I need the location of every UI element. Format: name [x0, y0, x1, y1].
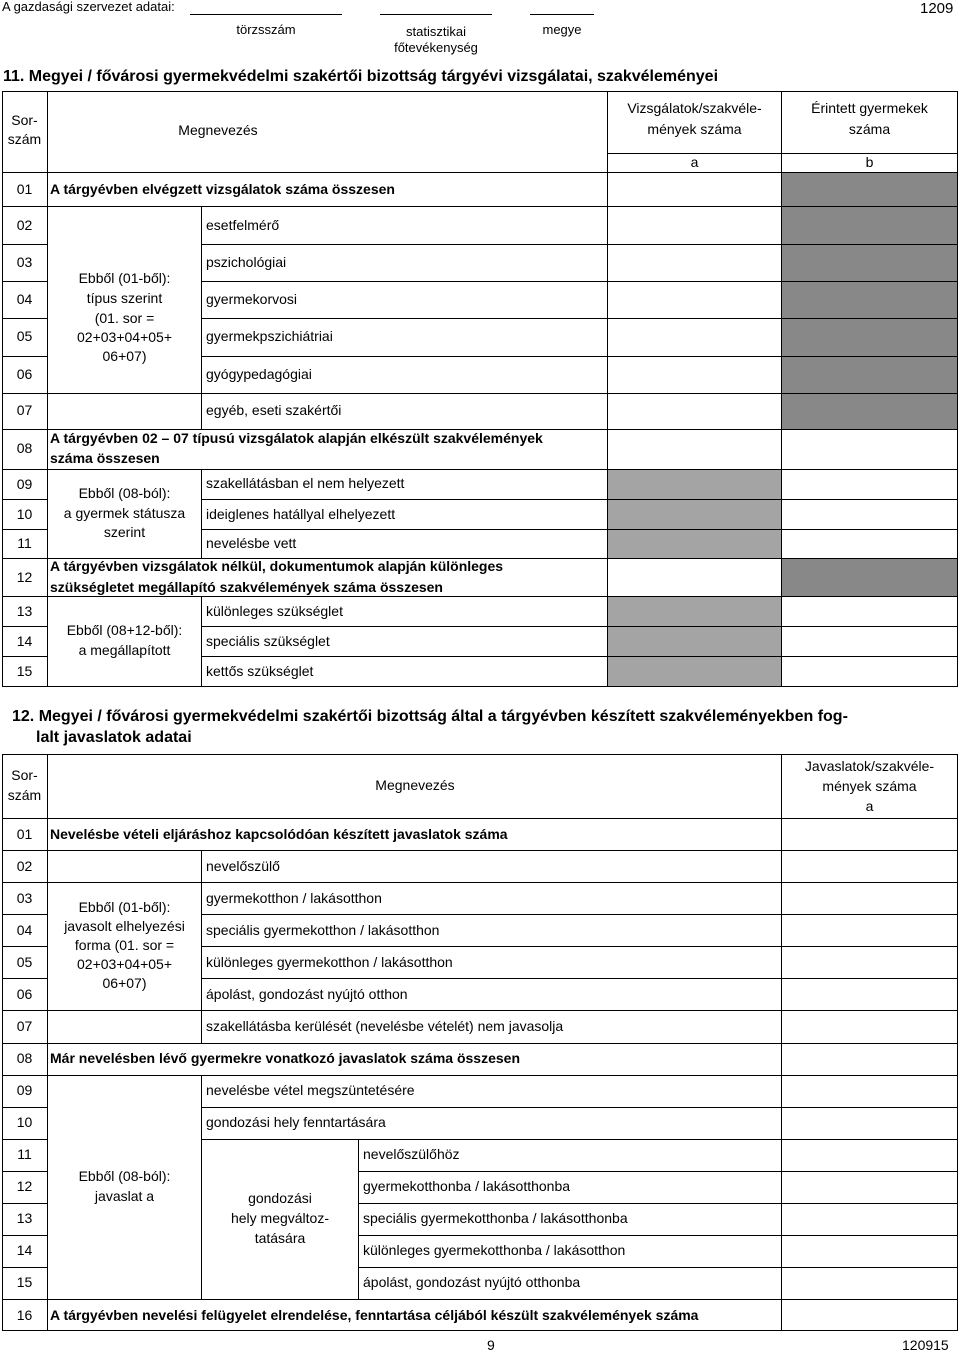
t12-group1-line: javasolt elhelyezési	[64, 918, 185, 934]
grey-cell	[608, 529, 781, 558]
grey-cell	[782, 356, 957, 393]
row-line	[2, 1235, 47, 1236]
torzsszam-label: törzsszám	[236, 22, 296, 37]
grey-cell	[782, 172, 957, 206]
t11-item: gyógypedagógiai	[206, 366, 312, 382]
colB-letter: b	[865, 154, 874, 170]
grey-cell	[608, 596, 781, 626]
row-line	[2, 850, 958, 851]
t12-item: nevelőszülő	[206, 858, 280, 874]
row-num: 16	[16, 1307, 33, 1323]
row-num: 11	[17, 535, 32, 551]
row-line	[2, 1010, 958, 1011]
col-line	[201, 596, 202, 687]
row-line	[2, 656, 47, 657]
t12-group3-line: hely megváltoz-	[230, 1210, 330, 1226]
t11-group1-line: (01. sor =	[94, 310, 155, 326]
row-num: 01	[16, 826, 33, 842]
row-line	[2, 1139, 47, 1140]
row-num: 02	[16, 217, 33, 233]
grey-cell	[608, 626, 781, 656]
row-line	[201, 626, 958, 627]
row-line	[2, 244, 47, 245]
stat-line	[380, 14, 492, 15]
row-num: 10	[16, 506, 33, 522]
row-line	[2, 318, 47, 319]
t12-group1-line: 02+03+04+05+	[77, 956, 172, 972]
t12-item: ápolást, gondozást nyújtó otthon	[206, 986, 408, 1002]
row-line	[201, 244, 958, 245]
grey-cell	[782, 318, 957, 356]
row-num: 12	[16, 1178, 33, 1194]
row-line	[201, 356, 958, 357]
row-line	[201, 946, 958, 947]
t11-group3-line: Ebből (08+12-ből):	[66, 622, 183, 638]
t11-item: nevelésbe vett	[206, 535, 297, 551]
t12-item: szakellátásba kerülését (nevelésbe vételét) nem javasolja	[206, 1018, 564, 1034]
t12-item: gondozási hely fenntartására	[206, 1114, 386, 1130]
t12-row08: Már nevelésben lévő gyermekre vonatkozó javaslatok száma összesen	[50, 1050, 521, 1066]
t11-item: egyéb, eseti szakértői	[206, 402, 342, 418]
sorszam-head-1: Sor-	[11, 112, 38, 128]
row-line	[2, 596, 958, 597]
t12-group1-line: Ebből (01-ből):	[78, 899, 171, 915]
row-line	[2, 1075, 958, 1076]
row-num: 09	[16, 476, 33, 492]
row-line	[2, 914, 47, 915]
t12-group3-line: gondozási	[248, 1190, 312, 1206]
t11-group2-line: Ebből (08-ból):	[78, 485, 171, 501]
row-line	[358, 1171, 958, 1172]
fotevekenyseg-label: főtevékenység	[394, 40, 478, 55]
row-line	[2, 469, 958, 470]
row-line	[2, 281, 47, 282]
row-line	[2, 1171, 47, 1172]
t11-group1-line: 02+03+04+05+	[77, 329, 172, 345]
row-line	[201, 914, 958, 915]
colA-letter: a	[865, 798, 874, 814]
t11-group1-line: Ebből (01-ből):	[78, 270, 171, 286]
col-line	[47, 91, 48, 687]
row-line	[358, 1203, 958, 1204]
t12-item: ápolást, gondozást nyújtó otthonba	[363, 1274, 581, 1290]
col-line	[358, 1139, 359, 1299]
col-line	[781, 91, 782, 687]
row-num: 12	[16, 569, 33, 585]
table12-title-2: lalt javaslatok adatai	[36, 729, 192, 746]
row-num: 15	[16, 663, 33, 679]
row-num: 07	[16, 402, 33, 418]
grey-cell	[782, 206, 957, 244]
t11-group1-line: 06+07)	[102, 348, 147, 364]
t11-group1-line: típus szerint	[86, 290, 163, 306]
form-number: 1209	[920, 0, 954, 17]
row-line	[2, 1203, 47, 1204]
sorszam-head-1: Sor-	[11, 767, 38, 783]
row-line	[201, 656, 958, 657]
row-num: 09	[16, 1082, 33, 1098]
col-line	[201, 469, 202, 558]
row-line	[2, 1267, 47, 1268]
t12-group2-line: javaslat a	[94, 1188, 155, 1204]
row-num: 03	[16, 254, 33, 270]
col-line	[607, 91, 608, 687]
row-line	[358, 1235, 958, 1236]
row-line	[2, 1043, 958, 1044]
row-line	[358, 1267, 958, 1268]
t11-group3-line: a megállapított	[78, 642, 171, 658]
colA-letter: a	[690, 154, 699, 170]
t11-item: esetfelmérő	[206, 217, 280, 233]
colA-head-1: Javaslatok/szakvéle-	[804, 758, 935, 774]
t12-item: különleges gyermekotthon / lakásotthon	[206, 954, 453, 970]
row-num: 04	[16, 922, 33, 938]
colB-head-1: Érintett gyermekek	[811, 100, 928, 116]
t11-row08-line2: száma összesen	[50, 450, 160, 466]
t11-item: kettős szükséglet	[206, 663, 314, 679]
form-code: 120915	[902, 1337, 949, 1353]
t11-item: szakellátásban el nem helyezett	[206, 475, 405, 491]
row-line	[2, 499, 47, 500]
grey-cell	[608, 499, 781, 529]
statisztikai-label: statisztikai	[406, 24, 466, 39]
row-num: 06	[16, 986, 33, 1002]
t11-row12-line2: szükségletet megállapító szakvélemények száma összesen	[50, 579, 443, 595]
row-line	[201, 281, 958, 282]
row-num: 15	[16, 1274, 33, 1290]
grey-cell	[782, 244, 957, 281]
row-num: 01	[16, 181, 33, 197]
row-line	[2, 978, 47, 979]
row-num: 14	[16, 1242, 33, 1258]
t12-row01: Nevelésbe vételi eljáráshoz kapcsolódóan készített javaslatok száma	[50, 826, 508, 842]
t12-group2-line: Ebből (08-ból):	[78, 1168, 171, 1184]
colB-head-2: száma	[848, 121, 891, 137]
t12-item: speciális gyermekotthonba / lakásotthonba	[363, 1210, 628, 1226]
row-line	[201, 1107, 958, 1108]
megnevezes-head: Megnevezés	[375, 777, 455, 793]
row-line	[2, 529, 47, 530]
t12-group1-line: forma (01. sor =	[74, 937, 175, 953]
t12-group1-line: 06+07)	[102, 975, 147, 991]
t12-row16: A tárgyévben nevelési felügyelet elrendelése, fenntartása céljából készült szakvélemények száma	[50, 1307, 699, 1323]
row-line	[201, 499, 958, 500]
t11-item: ideiglenes hatállyal elhelyezett	[206, 506, 396, 522]
t12-item: gyermekotthon / lakásotthon	[206, 890, 382, 906]
row-num: 11	[17, 1146, 32, 1162]
t11-row12-line1: A tárgyévben vizsgálatok nélkül, dokumentumok alapján különleges	[50, 558, 504, 574]
megnevezes-head: Megnevezés	[178, 122, 258, 138]
grey-cell	[608, 656, 781, 686]
t12-item: különleges gyermekotthonba / lakásotthon	[363, 1242, 626, 1258]
table12-title-1: 12. Megyei / fővárosi gyermekvédelmi szakértői bizottság által a tárgyévben készített szakvéleményekben fog-	[12, 708, 848, 725]
grey-cell	[782, 393, 957, 429]
col-line	[201, 1075, 202, 1299]
t11-group2-line: a gyermek státusza	[63, 505, 186, 521]
row-num: 08	[16, 440, 33, 456]
row-num: 08	[16, 1050, 33, 1066]
t12-item: nevelőszülőhöz	[363, 1146, 460, 1162]
row-line	[2, 1299, 958, 1300]
row-num: 14	[16, 633, 33, 649]
t11-item: pszichológiai	[206, 254, 287, 270]
row-num: 05	[16, 328, 33, 344]
row-line	[201, 529, 958, 530]
row-num: 03	[16, 890, 33, 906]
t12-group3-line: tatására	[254, 1230, 306, 1246]
colA-head-1: Vizsgálatok/szakvéle-	[627, 100, 762, 116]
t11-item: gyermekorvosi	[206, 291, 298, 307]
row-num: 10	[16, 1114, 33, 1130]
t12-item: gyermekotthonba / lakásotthonba	[363, 1178, 571, 1194]
row-line	[2, 206, 958, 207]
colA-head-2: mények száma	[822, 778, 917, 794]
t11-group2-line: szerint	[103, 524, 146, 540]
row-line	[2, 393, 958, 394]
t11-row08-line1: A tárgyévben 02 – 07 típusú vizsgálatok alapján elkészült szakvélemények	[50, 430, 543, 446]
t11-item: gyermekpszichiátriai	[206, 328, 333, 344]
row-line	[2, 882, 958, 883]
t12-item: nevelésbe vétel megszüntetésére	[206, 1082, 415, 1098]
org-data-label: A gazdasági szervezet adatai:	[2, 0, 175, 14]
row-line	[2, 172, 958, 173]
sorszam-head-2: szám	[7, 131, 42, 147]
row-line	[201, 1139, 958, 1140]
t11-item: különleges szükséglet	[206, 603, 343, 619]
row-num: 06	[16, 366, 33, 382]
row-num: 13	[16, 603, 33, 619]
colA-head-2: mények száma	[647, 121, 742, 137]
page-number: 9	[487, 1337, 495, 1353]
table11-title: 11. Megyei / fővárosi gyermekvédelmi szakértői bizottság tárgyévi vizsgálatai, szakvéleményei	[3, 68, 719, 85]
t11-item: speciális szükséglet	[206, 633, 330, 649]
row-line	[2, 626, 47, 627]
row-line	[201, 978, 958, 979]
megye-line	[530, 14, 594, 15]
torzsszam-line	[190, 14, 342, 15]
row-line	[201, 318, 958, 319]
row-num: 04	[16, 291, 33, 307]
grey-cell	[608, 469, 781, 499]
megye-label: megye	[542, 22, 582, 37]
row-line	[2, 818, 958, 819]
row-line	[2, 356, 47, 357]
t12-item: speciális gyermekotthon / lakásotthon	[206, 922, 440, 938]
row-num: 05	[16, 954, 33, 970]
row-num: 13	[16, 1210, 33, 1226]
row-line	[2, 1107, 47, 1108]
row-num: 07	[16, 1018, 33, 1034]
grey-cell	[782, 558, 957, 596]
sorszam-head-2: szám	[7, 787, 42, 803]
t11-row01: A tárgyévben elvégzett vizsgálatok száma összesen	[50, 181, 395, 197]
row-line	[2, 946, 47, 947]
row-num: 02	[16, 858, 33, 874]
grey-cell	[782, 281, 957, 318]
